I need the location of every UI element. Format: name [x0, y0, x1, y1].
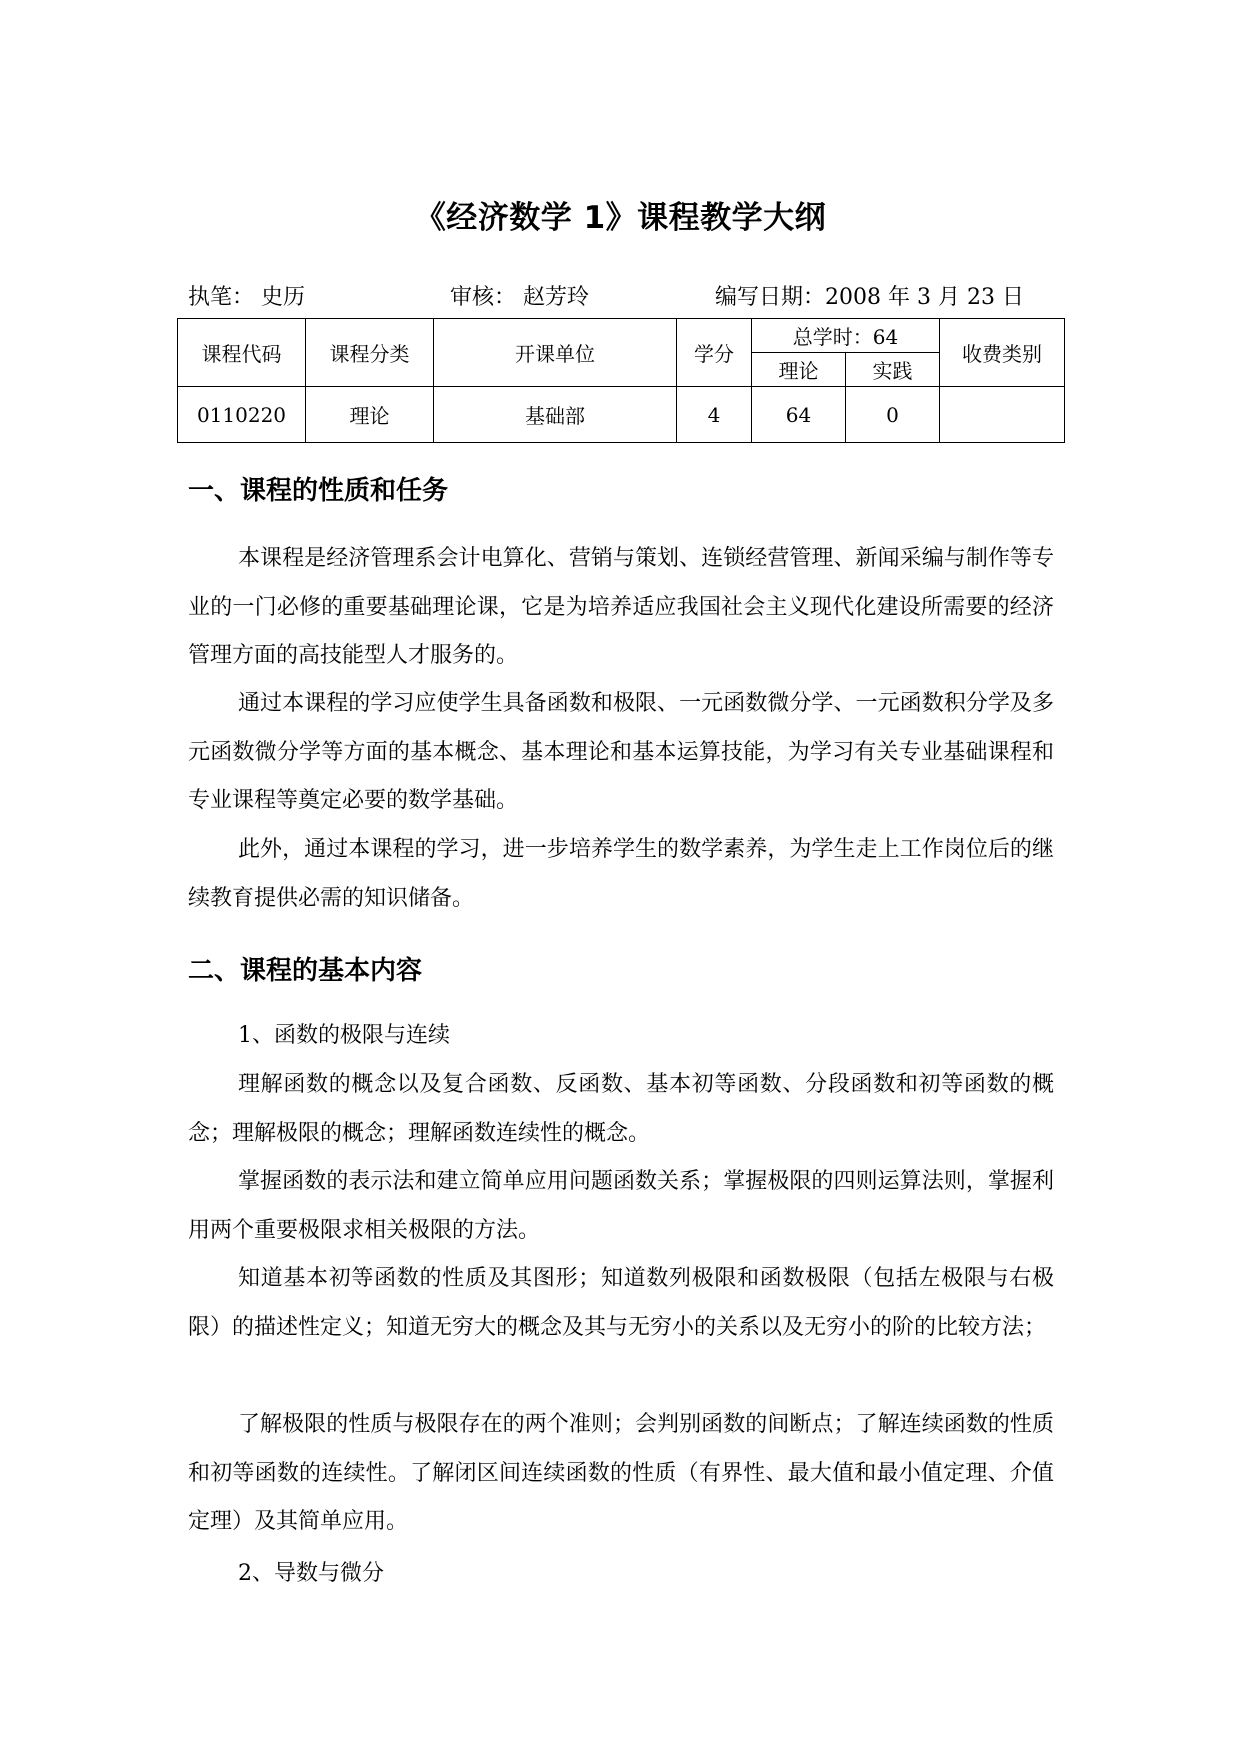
header-theory: 理论 [752, 353, 846, 387]
document-title: 《经济数学 1》课程教学大纲 [414, 200, 827, 236]
subsection-title-derivatives: 2、导数与微分 [238, 1561, 384, 1586]
cell-credits: 4 [677, 387, 752, 443]
cell-theory-hours: 64 [752, 387, 846, 443]
reviewer-field: 审核： 赵芳玲 [450, 285, 589, 310]
header-fee-category: 收费类别 [940, 319, 1065, 387]
cell-department: 基础部 [434, 387, 677, 443]
section2-paragraph: 了解极限的性质与极限存在的两个准则；会判别函数的间断点；了解连续函数的性质和初等函数的连续性。了解闭区间连续函数的性质（有界性、最大值和最小值定理、介值定理）及其简单应用。 [188, 1412, 1054, 1534]
section2-paragraph: 知道基本初等函数的性质及其图形；知道数列极限和函数极限（包括左极限与右极限）的描述性定义；知道无穷大的概念及其与无穷小的关系以及无穷小的阶的比较方法； [188, 1266, 1054, 1340]
document-meta [188, 282, 1058, 314]
cell-practice-hours: 0 [846, 387, 940, 443]
header-credits: 学分 [677, 319, 752, 387]
header-practice: 实践 [846, 353, 940, 387]
course-info-table [177, 318, 1065, 443]
cell-fee-category [940, 387, 1065, 443]
section2-paragraph: 理解函数的概念以及复合函数、反函数、基本初等函数、分段函数和初等函数的概念；理解极限的概念；理解函数连续性的概念。 [188, 1072, 1054, 1146]
section2-paragraph: 掌握函数的表示法和建立简单应用问题函数关系；掌握极限的四则运算法则，掌握利用两个重要极限求相关极限的方法。 [188, 1169, 1054, 1243]
author-field: 执笔： 史历 [188, 285, 305, 310]
header-course-category: 课程分类 [306, 319, 434, 387]
section-heading-content: 二、课程的基本内容 [188, 956, 423, 986]
cell-course-category: 理论 [306, 387, 434, 443]
section1-paragraph: 本课程是经济管理系会计电算化、营销与策划、连锁经营管理、新闻采编与制作等专业的一门必修的重要基础理论课，它是为培养适应我国社会主义现代化建设所需要的经济管理方面的高技能型人才服务的。 [188, 546, 1054, 668]
section1-paragraph: 通过本课程的学习应使学生具备函数和极限、一元函数微分学、一元函数积分学及多元函数微分学等方面的基本概念、基本理论和基本运算技能，为学习有关专业基础课程和专业课程等奠定必要的数学基础。 [188, 691, 1054, 813]
cell-course-code: 0110220 [178, 387, 306, 443]
section1-paragraph: 此外，通过本课程的学习，进一步培养学生的数学素养，为学生走上工作岗位后的继续教育提供必需的知识储备。 [188, 837, 1054, 911]
header-department: 开课单位 [434, 319, 677, 387]
header-total-hours: 总学时：64 [752, 319, 940, 353]
date-field: 编写日期：2008 年 3 月 23 日 [715, 285, 1024, 310]
header-course-code: 课程代码 [178, 319, 306, 387]
subsection-title-limits: 1、函数的极限与连续 [238, 1023, 450, 1048]
section-heading-nature: 一、课程的性质和任务 [188, 476, 449, 506]
